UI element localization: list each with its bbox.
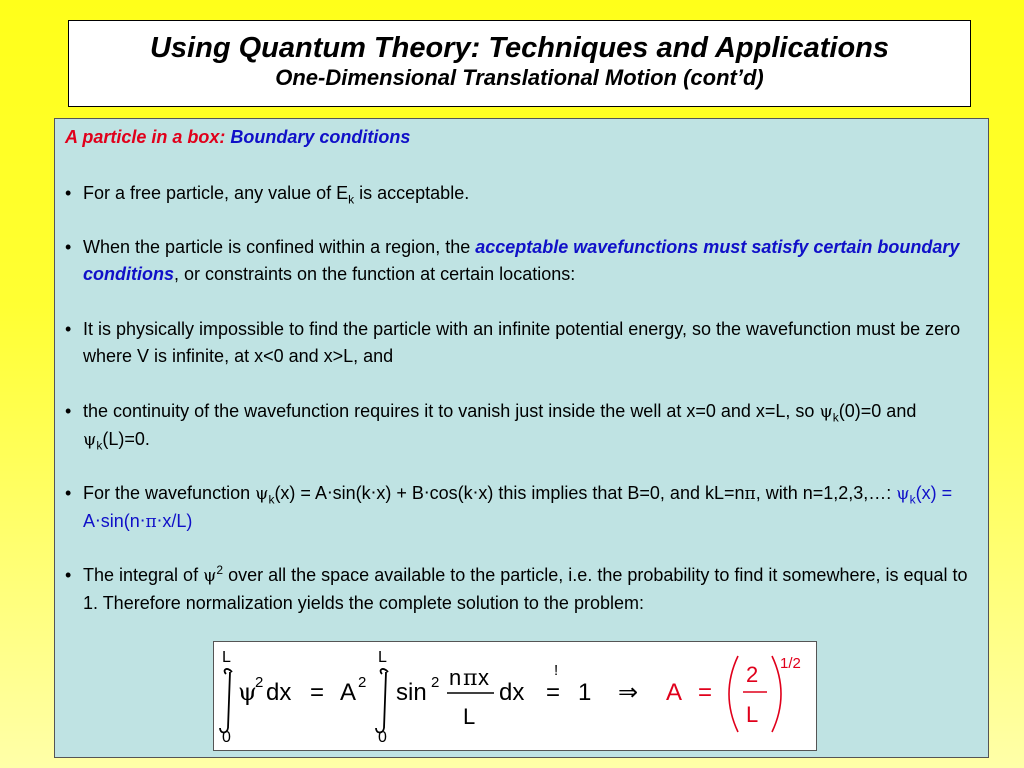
lower-limit: 0 xyxy=(378,729,387,746)
psi-symbol: ψ xyxy=(255,484,269,504)
psi-symbol: ψ xyxy=(203,566,217,586)
pi-symbol: π xyxy=(744,484,756,504)
bullet-continuity xyxy=(65,398,980,454)
b5-t3: , with n=1,2,3,…: xyxy=(755,483,897,503)
b4-t3: (L)=0. xyxy=(102,429,150,449)
b5-t2: (x) = A⋅sin(k⋅x) + B⋅cos(k⋅x) this implies that B=0, and kL=n xyxy=(274,483,745,503)
dx-term: dx xyxy=(266,679,292,706)
sin-term: sin xyxy=(396,679,427,706)
b1-pre: For a free particle, any value of E xyxy=(83,183,349,203)
denominator: L xyxy=(463,704,476,729)
b5-blue-t1: (x) = A⋅sin(n⋅ xyxy=(83,483,953,531)
normalization-equation xyxy=(213,641,817,751)
bullet-dot: • xyxy=(65,483,72,503)
b1-sub: k xyxy=(348,192,355,207)
numerator-x: x xyxy=(478,665,489,690)
psi-symbol: ψ xyxy=(238,678,257,706)
psi-symbol: ψ xyxy=(819,402,833,422)
bullet-dot: • xyxy=(65,565,72,585)
numerator-pi: π xyxy=(463,666,478,691)
psi-symbol: ψ xyxy=(83,430,97,450)
heading-red: A particle in a box: xyxy=(65,127,226,147)
bullet-wavefunction xyxy=(65,480,980,536)
b4-t2: (0)=0 and xyxy=(838,401,917,421)
dx-term: dx xyxy=(499,679,525,706)
slide-subtitle: One-Dimensional Translational Motion (cont’d) xyxy=(275,65,764,90)
b1-post: is acceptable. xyxy=(354,183,470,203)
bullet-dot: • xyxy=(65,183,72,203)
fraction-numerator: 2 xyxy=(746,662,759,687)
bullet-confined xyxy=(65,234,980,288)
b5-blue-sub: k xyxy=(909,492,916,507)
result-a: A xyxy=(666,679,683,706)
exponent: 2 xyxy=(358,674,367,691)
one-value: 1 xyxy=(578,679,592,706)
b6-t1: The integral of xyxy=(83,565,204,585)
constant-a: A xyxy=(340,679,357,706)
b4-t1: the continuity of the wavefunction requires it to vanish just inside the well at x=0 and x=L, so xyxy=(83,401,820,421)
b4-sub: k xyxy=(96,438,103,453)
exponent: 2 xyxy=(255,674,264,691)
integral-sign xyxy=(220,669,232,733)
content-panel xyxy=(54,118,989,758)
b4-sub: k xyxy=(832,410,839,425)
slide-title: Using Quantum Theory: Techniques and Applications xyxy=(149,32,890,64)
exponent: 2 xyxy=(431,674,440,691)
equals-sign: = xyxy=(546,679,561,706)
left-paren xyxy=(729,656,738,732)
psi-symbol: ψ xyxy=(896,484,910,504)
upper-limit: L xyxy=(222,649,231,666)
b6-t2: over all the space available to the particle, i.e. the probability to find it somewhere, is equal to 1. Therefore normalization yields the complete solution to the problem: xyxy=(83,565,968,613)
implies-arrow: ⇒ xyxy=(618,678,639,706)
fraction-denominator: L xyxy=(746,702,759,727)
title-box xyxy=(68,20,971,107)
equals-sign: = xyxy=(310,679,325,706)
b2-pre: When the particle is confined within a region, the xyxy=(83,237,476,257)
b5-t1: For the wavefunction xyxy=(83,483,256,503)
b2-emphasis: acceptable wavefunctions must satisfy certain boundary conditions xyxy=(83,237,960,284)
integral-sign xyxy=(376,669,388,733)
b5-sub: k xyxy=(268,492,275,507)
exponent-half: 1/2 xyxy=(780,655,801,672)
b3-text: It is physically impossible to find the particle with an infinite potential energy, so the wavefunction must be zero where V is infinite, at x<0 and x>L, and xyxy=(83,319,961,366)
numerator-n: n xyxy=(449,665,462,690)
bullet-normalization xyxy=(65,562,980,617)
equals-sign: = xyxy=(698,679,713,706)
b2-post: , or constraints on the function at certain locations: xyxy=(174,264,576,284)
bullet-free-particle xyxy=(65,180,980,207)
bullet-infinite-potential xyxy=(65,316,980,370)
bullet-dot: • xyxy=(65,237,72,257)
upper-limit: L xyxy=(378,649,387,666)
section-heading xyxy=(65,127,410,148)
bullet-dot: • xyxy=(65,319,72,339)
b5-blue-t2: ⋅x/L) xyxy=(156,511,193,531)
heading-blue: Boundary conditions xyxy=(230,127,411,147)
pi-symbol: π xyxy=(145,512,157,532)
exclamation-mark: ! xyxy=(554,662,559,679)
lower-limit: 0 xyxy=(222,729,231,746)
b6-sup: 2 xyxy=(216,563,224,577)
bullet-dot: • xyxy=(65,401,72,421)
